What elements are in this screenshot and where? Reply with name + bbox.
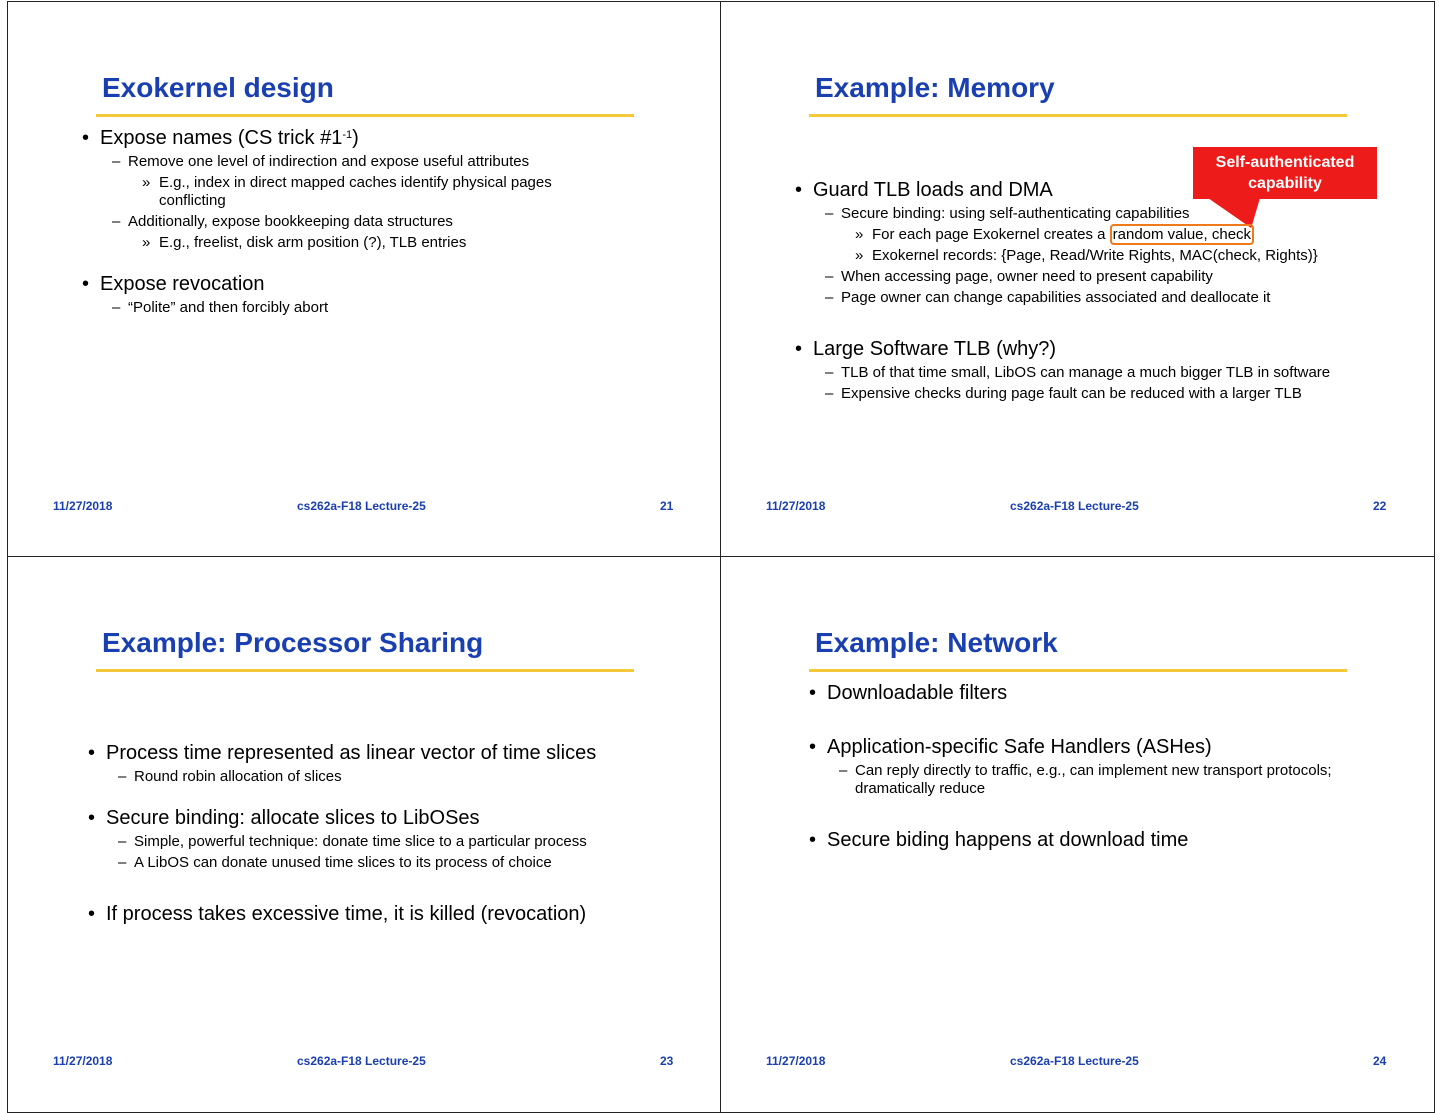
sub-sub-bullet: » For each page Exokernel creates a random value, check (793, 226, 1414, 244)
slide-number: 22 (1373, 499, 1387, 513)
slide-number: 21 (660, 499, 674, 513)
title-underline (809, 669, 1347, 672)
sub-bullet: – Expensive checks during page fault can be reduced with a larger TLB (793, 385, 1414, 403)
footer-course: cs262a-F18 Lecture-25 (297, 1054, 426, 1068)
bullet-downloadable-filters: • Downloadable filters (807, 681, 1414, 705)
sub-sub-bullet: » E.g., freelist, disk arm position (?), TLB entries (80, 234, 700, 252)
slide-number: 23 (660, 1054, 674, 1068)
slide-title: Example: Memory (815, 72, 1055, 103)
highlight-box: random value, check (1110, 224, 1254, 245)
footer-course: cs262a-F18 Lecture-25 (297, 499, 426, 513)
sub-bullet: – A LibOS can donate unused time slices to its process of choice (86, 854, 700, 872)
sub-bullet: – Can reply directly to traffic, e.g., can implement new transport protocols; dramatically reduce (807, 762, 1347, 798)
slide-body (80, 126, 700, 317)
title-underline (96, 669, 634, 672)
slide-body (793, 178, 1414, 403)
sub-bullet: – TLB of that time small, LibOS can manage a much bigger TLB in software (793, 364, 1414, 382)
bullet-secure-biding: • Secure biding happens at download time (807, 828, 1414, 852)
slide-22 (720, 1, 1435, 557)
footer-course: cs262a-F18 Lecture-25 (1010, 1054, 1139, 1068)
sub-sub-bullet: » Exokernel records: {Page, Read/Write Rights, MAC(check, Rights)} (793, 247, 1414, 265)
slide-21 (7, 1, 721, 557)
footer-date: 11/27/2018 (766, 499, 826, 513)
callout-box: Self-authenticated capability (1193, 147, 1377, 199)
sub-bullet: – Round robin allocation of slices (86, 768, 700, 786)
footer-date: 11/27/2018 (766, 1054, 826, 1068)
slide-number: 24 (1373, 1054, 1387, 1068)
sub-bullet: – When accessing page, owner need to present capability (793, 268, 1414, 286)
bullet-secure-binding: • Secure binding: allocate slices to LibOSes (86, 806, 700, 830)
sub-bullet: – Remove one level of indirection and expose useful attributes (80, 153, 700, 171)
sub-bullet: – Page owner can change capabilities associated and deallocate it (793, 289, 1414, 307)
bullet-ashes: • Application-specific Safe Handlers (ASHes) (807, 735, 1414, 759)
slide-body (86, 741, 700, 926)
slide-24 (720, 556, 1435, 1113)
bullet-expose-names: • Expose names (CS trick $\#1^{-1}$) (80, 126, 700, 150)
slide-title: Example: Processor Sharing (102, 627, 484, 658)
sub-bullet: – Secure binding: using self-authenticating capabilities (793, 205, 1414, 223)
bullet-process-time: • Process time represented as linear vector of time slices (86, 741, 700, 765)
slide-title: Exokernel design (102, 72, 334, 103)
title-underline (96, 114, 634, 117)
sub-bullet: – “Polite” and then forcibly abort (80, 299, 700, 317)
bullet-expose-revocation: • Expose revocation (80, 272, 700, 296)
bullet-revocation: • If process takes excessive time, it is killed (revocation) (86, 902, 700, 926)
footer-course: cs262a-F18 Lecture-25 (1010, 499, 1139, 513)
sub-bullet: – Additionally, expose bookkeeping data structures (80, 213, 700, 231)
sub-bullet: – Simple, powerful technique: donate time slice to a particular process (86, 833, 700, 851)
title-underline (809, 114, 1347, 117)
footer-date: 11/27/2018 (53, 1054, 113, 1068)
sub-sub-bullet: » E.g., index in direct mapped caches identify physical pages conflicting (80, 174, 580, 210)
slide-title: Example: Network (815, 627, 1058, 658)
bullet-large-tlb: • Large Software TLB (why?) (793, 337, 1414, 361)
slide-body (807, 681, 1414, 852)
slide-23 (7, 556, 721, 1113)
footer-date: 11/27/2018 (53, 499, 113, 513)
bullet-guard-tlb: • Guard TLB loads and DMA (793, 178, 1414, 202)
